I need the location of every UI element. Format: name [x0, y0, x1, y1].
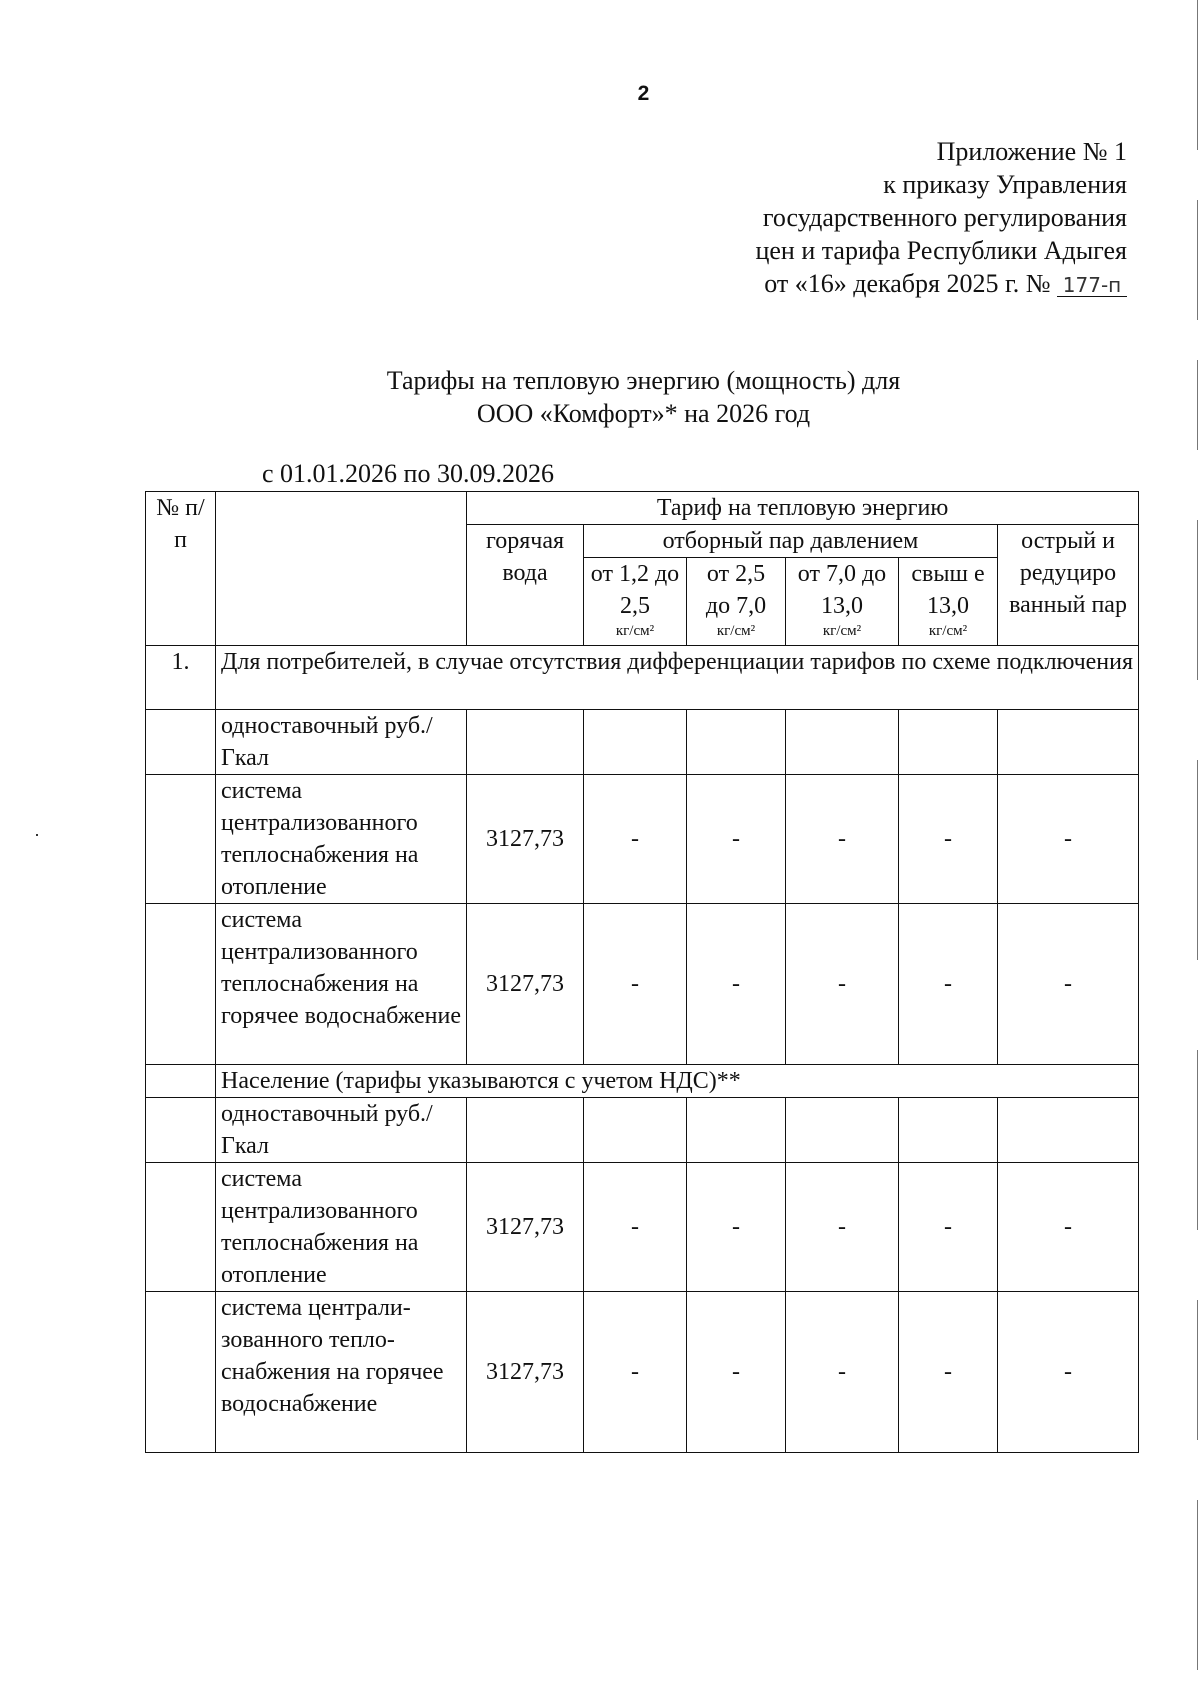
header-hot-water: горячая вода [467, 525, 584, 646]
value-hot-water: 3127,73 [467, 775, 584, 904]
appendix-line: к приказу Управления [883, 170, 1127, 199]
value-pressure-3: - [786, 1292, 899, 1453]
value-pressure-1: - [584, 1163, 687, 1292]
empty-cell [687, 710, 786, 775]
appendix-date-line [755, 267, 1127, 300]
title-line: ООО «Комфорт»* на 2026 год [476, 399, 811, 428]
scan-speck [36, 834, 38, 836]
appendix-line: цен и тарифа Республики Адыгея [755, 236, 1127, 265]
page-number: 2 [637, 82, 650, 105]
appendix-date: от «16» декабря 2025 г. № [764, 269, 1051, 298]
empty-cell [998, 1098, 1139, 1163]
pressure-range: от 2,5 до 7,0 [705, 561, 767, 619]
period-label: с 01.01.2026 по 30.09.2026 [262, 459, 554, 488]
value-pressure-4: - [899, 1292, 998, 1453]
empty-cell [146, 710, 216, 775]
pressure-unit: кг/см² [822, 623, 862, 639]
value-hot-water: 3127,73 [467, 1163, 584, 1292]
appendix-line: государственного регулирования [762, 203, 1127, 232]
value-pressure-1: - [584, 775, 687, 904]
header-pressure-4 [899, 558, 998, 646]
value-sharp-steam: - [998, 1292, 1139, 1453]
value-pressure-3: - [786, 904, 899, 1065]
pressure-unit: кг/см² [716, 623, 756, 639]
empty-cell [786, 1098, 899, 1163]
empty-cell [899, 1098, 998, 1163]
row-label: система централи-зованного тепло-снабжения на горячее водоснабжение [216, 1292, 467, 1453]
value-pressure-2: - [687, 775, 786, 904]
empty-cell [467, 710, 584, 775]
empty-cell [786, 710, 899, 775]
row-label: система централизованного теплоснабжения на горячее водоснабжение [216, 904, 467, 1065]
empty-cell [899, 710, 998, 775]
order-number: 177-п [1057, 274, 1127, 297]
value-pressure-4: - [899, 775, 998, 904]
header-num: № п/п [146, 492, 216, 646]
empty-cell [467, 1098, 584, 1163]
value-hot-water: 3127,73 [467, 1292, 584, 1453]
section-title: Для потребителей, в случае отсутствия дифференциации тарифов по схеме подключения [216, 646, 1139, 710]
pressure-unit: кг/см² [615, 623, 655, 639]
value-pressure-4: - [899, 1163, 998, 1292]
header-sharp-steam: острый и редуциро ванный пар [998, 525, 1139, 646]
empty-cell [146, 1163, 216, 1292]
empty-cell [687, 1098, 786, 1163]
value-sharp-steam: - [998, 1163, 1139, 1292]
header-pressure-3 [786, 558, 899, 646]
tariff-table [145, 491, 1139, 1453]
value-pressure-4: - [899, 904, 998, 1065]
value-pressure-2: - [687, 904, 786, 1065]
header-pressure-2 [687, 558, 786, 646]
value-pressure-2: - [687, 1292, 786, 1453]
empty-cell [584, 710, 687, 775]
empty-cell [146, 1292, 216, 1453]
empty-cell [146, 1098, 216, 1163]
value-hot-water: 3127,73 [467, 904, 584, 1065]
pressure-range: от 1,2 до 2,5 [590, 561, 680, 619]
empty-cell [584, 1098, 687, 1163]
empty-cell [146, 1065, 216, 1098]
pressure-range: свыш е 13,0 [911, 561, 985, 619]
value-pressure-2: - [687, 1163, 786, 1292]
row-label: система централизованного теплоснабжения на отопление [216, 1163, 467, 1292]
appendix-block [755, 135, 1127, 300]
section-title: Население (тарифы указываются с учетом НДС)** [216, 1065, 1139, 1098]
section-num: 1. [146, 646, 216, 710]
document-title [0, 364, 1200, 430]
empty-cell [998, 710, 1139, 775]
header-tariff: Тариф на тепловую энергию [467, 492, 1139, 525]
row-label: одноставочный руб./Гкал [216, 710, 467, 775]
title-line: Тарифы на тепловую энергию (мощность) для [386, 366, 901, 395]
pressure-unit: кг/см² [928, 623, 968, 639]
value-pressure-3: - [786, 775, 899, 904]
row-label: одноставочный руб./Гкал [216, 1098, 467, 1163]
value-sharp-steam: - [998, 775, 1139, 904]
empty-cell [146, 775, 216, 904]
appendix-line: Приложение № 1 [936, 137, 1127, 166]
value-pressure-3: - [786, 1163, 899, 1292]
pressure-range: от 7,0 до 13,0 [797, 561, 887, 619]
row-label: система централизованного теплоснабжения на отопление [216, 775, 467, 904]
value-pressure-1: - [584, 904, 687, 1065]
header-steam: отборный пар давлением [584, 525, 998, 558]
header-pressure-1 [584, 558, 687, 646]
empty-cell [146, 904, 216, 1065]
header-blank [216, 492, 467, 646]
value-pressure-1: - [584, 1292, 687, 1453]
scan-edge-marks [1194, 0, 1200, 1689]
value-sharp-steam: - [998, 904, 1139, 1065]
